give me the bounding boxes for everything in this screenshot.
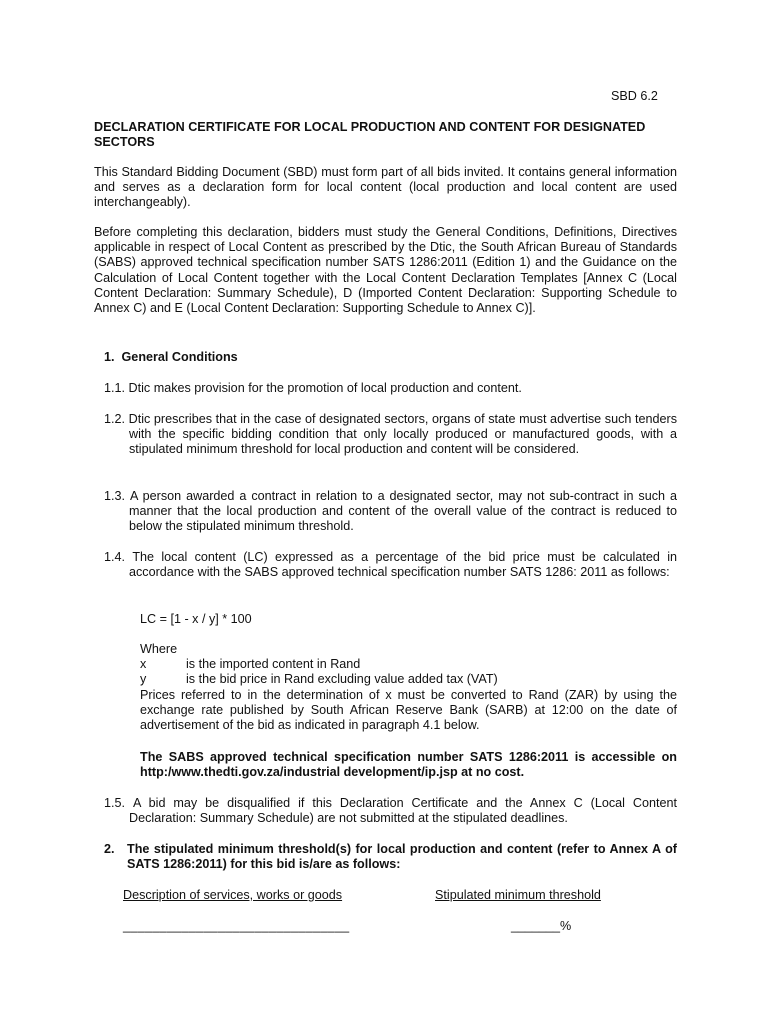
section-1-number: 1. xyxy=(104,350,115,364)
document-title: DECLARATION CERTIFICATE FOR LOCAL PRODUCTION AND CONTENT FOR DESIGNATED SECTORS xyxy=(94,120,646,150)
clause-number: 1.4. xyxy=(104,550,126,564)
clause-text: A person awarded a contract in relation to a designated sector, may not sub-contract in such a manner that the local production and content of the overall value of the contract is reduced to below the stipulated minimum threshold. xyxy=(129,489,677,534)
prices-note: Prices referred to in the determination of x must be converted to Rand (ZAR) by using the exchange rate published by South African Reserve Bank (SARB) at 12:00 on the date of advertisement of the bid as indicated in paragraph 4.1 below. xyxy=(140,688,677,733)
definition-variable: y xyxy=(140,672,147,686)
section-2-heading xyxy=(104,842,677,872)
threshold-blank-line[interactable]: _______% xyxy=(511,919,572,933)
where-label: Where xyxy=(140,642,178,656)
clause-1-2 xyxy=(104,412,677,458)
clause-number: 1.5. xyxy=(104,796,126,810)
clause-text: Dtic prescribes that in the case of designated sectors, organs of state must advertise such tenders with the specific bidding condition that only locally produced or manufactured goods, with a stipulated minimum threshold for local production and content will be considered. xyxy=(128,412,677,457)
column-header-description: Description of services, works or goods xyxy=(123,888,343,902)
clause-text: A bid may be disqualified if this Declaration Certificate and the Annex C (Local Content Declaration: Summary Schedule) are not submitted at the stipulated deadlines. xyxy=(129,796,678,826)
sabs-note: The SABS approved technical specification number SATS 1286:2011 is accessible on http:/www.thedti.gov.za/industrial development/ip.jsp at no cost. xyxy=(140,750,677,780)
clause-1-3 xyxy=(104,489,677,535)
clause-number: 1.3. xyxy=(104,489,126,503)
section-2-number: 2. xyxy=(104,842,115,856)
definition-variable: x xyxy=(140,657,147,671)
description-blank-line[interactable]: _______________________________ xyxy=(123,919,350,933)
definition-text: is the imported content in Rand xyxy=(186,657,361,671)
column-header-threshold: Stipulated minimum threshold xyxy=(435,888,601,902)
clause-text: Dtic makes provision for the promotion of local production and content. xyxy=(128,381,522,395)
lc-formula: LC = [1 - x / y] * 100 xyxy=(140,612,252,626)
section-1-heading xyxy=(104,350,687,365)
clause-1-5 xyxy=(104,796,677,826)
before-completing-paragraph: Before completing this declaration, bidders must study the General Conditions, Definitions, Directives applicable in respect of Local Content as prescribed by the Dtic, the South African Bureau of Standards (SABS) approved technical specification number SATS 1286:2011 (Edition 1) and the Guidance on the Calculation of Local Content together with the Local Content Declaration Templates [Annex C (Local Content Declaration: Summary Schedule), D (Imported Content Declaration: Supporting Schedule to Annex C) and E (Local Content Declaration: Supporting Schedule to Annex C)]. xyxy=(94,225,677,316)
intro-paragraph: This Standard Bidding Document (SBD) must form part of all bids invited. It contains general information and serves as a declaration form for local content (local production and local content are used interchangeably). xyxy=(94,165,677,210)
definition-text: is the bid price in Rand excluding value added tax (VAT) xyxy=(186,672,498,686)
clause-text: The local content (LC) expressed as a percentage of the bid price must be calculated in accordance with the SABS approved technical specification number SATS 1286: 2011 as follows: xyxy=(129,550,677,580)
definition-x xyxy=(140,657,360,672)
definition-y xyxy=(140,672,498,687)
clause-number: 1.2. xyxy=(104,412,126,426)
section-1-title: General Conditions xyxy=(121,350,238,364)
clause-1-1 xyxy=(104,381,677,396)
document-id: SBD 6.2 xyxy=(611,89,658,103)
clause-number: 1.1. xyxy=(104,381,126,395)
clause-1-4 xyxy=(104,550,677,580)
section-2-text: The stipulated minimum threshold(s) for local production and content (refer to Annex A of SATS 1286:2011) for this bid is/are as follows: xyxy=(127,842,677,872)
